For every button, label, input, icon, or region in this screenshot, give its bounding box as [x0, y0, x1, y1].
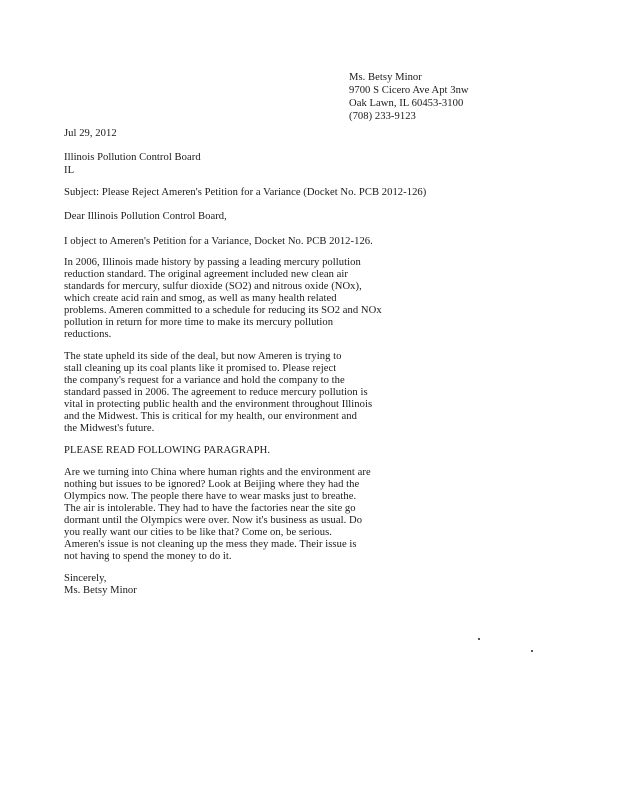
paragraph-3-line: Olympics now. The people there have to wear masks just to breathe. [64, 491, 357, 502]
paragraph-1-line: In 2006, Illinois made history by passing a leading mercury pollution [64, 257, 361, 268]
sender-phone: (708) 233-9123 [349, 111, 416, 122]
paragraph-1-line: reductions. [64, 329, 112, 340]
paragraph-1-line: problems. Ameren committed to a schedule for reducing its SO2 and NOx [64, 305, 382, 316]
paragraph-3-line: Ameren's issue is not cleaning up the mess they made. Their issue is [64, 539, 357, 550]
letter-date: Jul 29, 2012 [64, 128, 117, 139]
paragraph-3-line: nothing but issues to be ignored? Look at Beijing where they had the [64, 479, 360, 490]
paragraph-2-line: the company's request for a variance and hold the company to the [64, 375, 345, 386]
objection-line: I object to Ameren's Petition for a Variance, Docket No. PCB 2012-126. [64, 236, 373, 247]
paragraph-3-line: not having to spend the money to do it. [64, 551, 232, 562]
sender-name: Ms. Betsy Minor [349, 72, 422, 83]
paragraph-1-line: which create acid rain and smog, as well as many health related [64, 293, 337, 304]
sender-address-2: Oak Lawn, IL 60453-3100 [349, 98, 464, 109]
emphasis-heading: PLEASE READ FOLLOWING PARAGRAPH. [64, 445, 271, 456]
paragraph-1-line: pollution in return for more time to make its mercury pollution [64, 317, 334, 328]
recipient-name: Illinois Pollution Control Board [64, 152, 201, 163]
paragraph-3-line: you really want our cities to be like that? Come on, be serious. [64, 527, 332, 538]
paragraph-2-line: and the Midwest. This is critical for my health, our environment and [64, 411, 357, 422]
signature: Ms. Betsy Minor [64, 585, 137, 596]
paragraph-3-line: The air is intolerable. They had to have the factories near the site go [64, 503, 356, 514]
paragraph-1-line: standards for mercury, sulfur dioxide (SO2) and nitrous oxide (NOx), [64, 281, 362, 292]
salutation: Dear Illinois Pollution Control Board, [64, 211, 227, 222]
scan-speck [531, 650, 533, 652]
recipient-state: IL [64, 165, 75, 176]
paragraph-3-line: dormant until the Olympics were over. Now it's business as usual. Do [64, 515, 363, 526]
sender-address-1: 9700 S Cicero Ave Apt 3nw [349, 85, 469, 96]
closing: Sincerely, [64, 573, 107, 584]
paragraph-3-line: Are we turning into China where human rights and the environment are [64, 467, 371, 478]
paragraph-2-line: standard passed in 2006. The agreement to reduce mercury pollution is [64, 387, 368, 398]
subject-line: Subject: Please Reject Ameren's Petition for a Variance (Docket No. PCB 2012-126) [64, 187, 427, 198]
paragraph-2-line: The state upheld its side of the deal, but now Ameren is trying to [64, 351, 342, 362]
paragraph-1-line: reduction standard. The original agreement included new clean air [64, 269, 348, 280]
paragraph-2-line: vital in protecting public health and the environment throughout Illinois [64, 399, 373, 410]
paragraph-2-line: the Midwest's future. [64, 423, 155, 434]
scan-speck [478, 638, 480, 640]
paragraph-2-line: stall cleaning up its coal plants like it promised to. Please reject [64, 363, 337, 374]
